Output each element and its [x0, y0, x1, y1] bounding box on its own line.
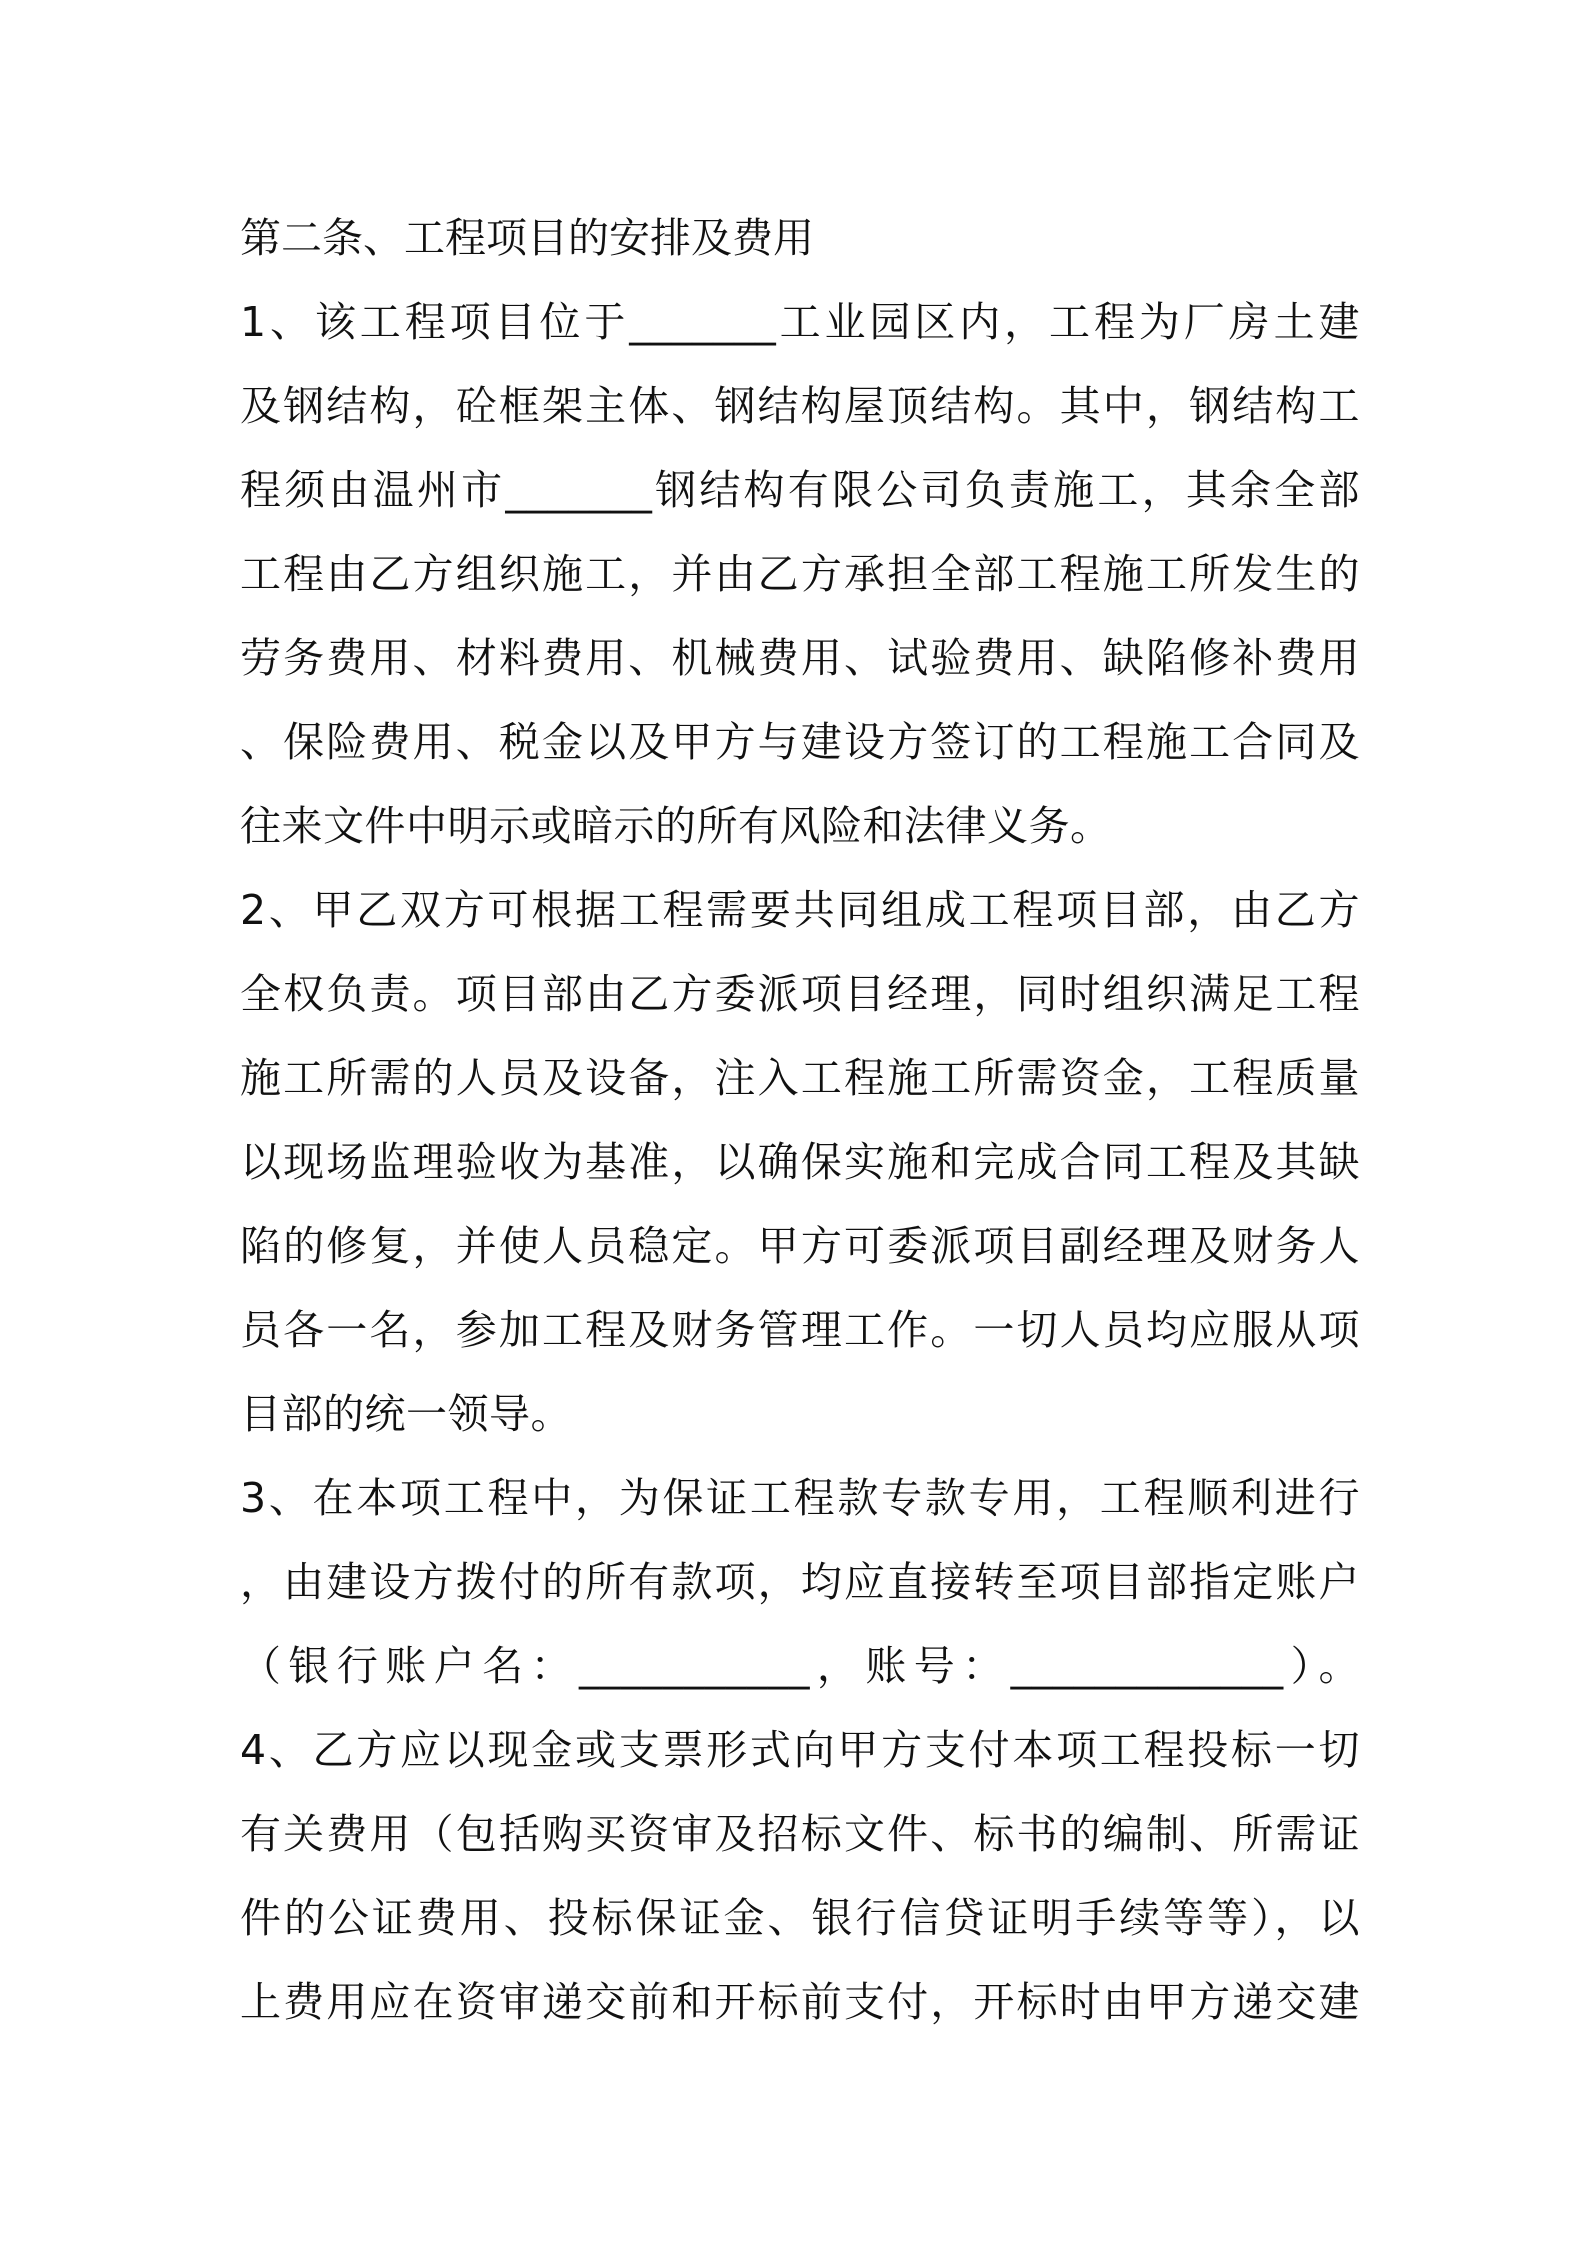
clause-line: 1、该工程项目位于_______工业园区内，工程为厂房土建 [240, 298, 1360, 346]
clause-line: 及钢结构，砼框架主体、钢结构屋顶结构。其中，钢结构工 [240, 382, 1360, 430]
clause-1 [240, 280, 1360, 868]
clause-line: 全权负责。项目部由乙方委派项目经理，同时组织满足工程 [240, 970, 1360, 1018]
clause-4 [240, 1708, 1360, 2044]
clause-line: 劳务费用、材料费用、机械费用、试验费用、缺陷修补费用 [240, 634, 1360, 682]
clause-line: 员各一名，参加工程及财务管理工作。一切人员均应服从项 [240, 1306, 1360, 1354]
clause-3 [240, 1456, 1360, 1708]
clause-line: 上费用应在资审递交前和开标前支付，开标时由甲方递交建 [240, 1978, 1360, 2026]
clause-line: ，由建设方拨付的所有款项，均应直接转至项目部指定账户 [240, 1558, 1360, 1606]
clause-line: 工程由乙方组织施工，并由乙方承担全部工程施工所发生的 [240, 550, 1360, 598]
clause-line: 4、乙方应以现金或支票形式向甲方支付本项工程投标一切 [240, 1726, 1360, 1774]
clause-line: 以现场监理验收为基准，以确保实施和完成合同工程及其缺 [240, 1138, 1360, 1186]
clause-line: 程须由温州市_______钢结构有限公司负责施工，其余全部 [240, 466, 1360, 514]
clause-2 [240, 868, 1360, 1456]
document-body [240, 196, 1360, 2044]
clause-line: （银行账户名：___________，账号：_____________）。 [240, 1642, 1360, 1690]
clause-line: 施工所需的人员及设备，注入工程施工所需资金，工程质量 [240, 1054, 1360, 1102]
clause-line: 2、甲乙双方可根据工程需要共同组成工程项目部，由乙方 [240, 886, 1360, 934]
clause-line: 陷的修复，并使人员稳定。甲方可委派项目副经理及财务人 [240, 1222, 1360, 1270]
clause-line: 目部的统一领导。 [240, 1390, 572, 1438]
clause-line: 3、在本项工程中，为保证工程款专款专用，工程顺利进行 [240, 1474, 1360, 1522]
article-heading: 第二条、工程项目的安排及费用 [240, 214, 814, 262]
clause-line: 、保险费用、税金以及甲方与建设方签订的工程施工合同及 [240, 718, 1360, 766]
clause-line: 往来文件中明示或暗示的所有风险和法律义务。 [240, 802, 1112, 850]
clause-line: 有关费用（包括购买资审及招标文件、标书的编制、所需证 [240, 1810, 1360, 1858]
clause-line: 件的公证费用、投标保证金、银行信贷证明手续等等），以 [240, 1894, 1360, 1942]
